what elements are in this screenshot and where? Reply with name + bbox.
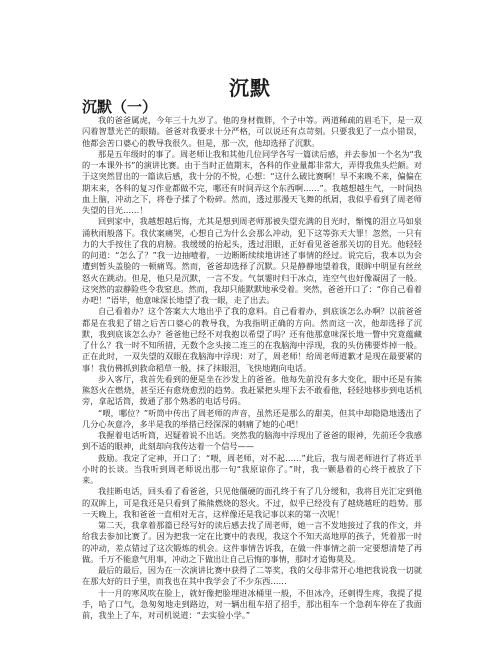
paragraph: 我挂断电话，回头看了看爸爸，只见他僵硬的面孔终于有了几分缓和，我将目光汇定到他的双眸上，可是我还是只看到了熊熊燃烧的怒火。不过，似乎已经没有了越烧越旺的趋势。那一天晚上，我和爸爸一直相对无言，这样像还是我记事以来的第一次呢！ <box>82 486 422 519</box>
paragraph: 那是五年级时的事了。周老师让我和其他几位同学各写一篇读后感，并去参加一个名为“我的一本课外书”的演讲比赛。由于当时正值期末，各科的作业量都非常大，弄得我焦头烂额。对于这突然冒出的一篇读后感，我十分的不悦，心想：“这什么破比赛啊！早不来晚不来，偏偏在期末来，各科的复习作业都做不完，哪还有时间弄这个东西啊……”。我越想越生气，一时间热血上脑，冲动之下，将卷子揉了个粉碎。然而，透过那漫天飞舞的纸屑，我似乎看到了周老师失望的目光……！ <box>82 148 422 215</box>
document-title: 沉默 <box>229 76 271 100</box>
paragraph: “喂，哪位？”听筒中传出了周老师的声音，虽然还是那么的甜美，但其中却隐隐地透出了几分心灰意冷，多半是我的举措已经深深的刺痛了她的心吧！ <box>82 407 422 429</box>
paragraph: 我的爸爸属虎，今年三十九岁了。他的身材微胖，个子中等。两道稀疏的眉毛下，是一双闪着智慧光芒的眼睛。爸爸对我要求十分严格，可以说还有点苛刻。只要我犯了一点小错误，他都会苦口婆心的教导我很久。但是，那一次，他却选择了沉默。 <box>82 115 422 148</box>
section-heading: 沉默（一） <box>82 98 158 116</box>
paragraph: 自己看着办？这个答案大大地出乎了我的意料。自己看着办，到底该怎么办啊？以前爸爸都是在我犯了错之后苦口婆心的教导我，为我指明正确的方向。然而这一次，他却选择了沉默，我到底该怎么办？爸爸他已经不对我抱以希望了吗？还有他那意味深长地一瞥中究竟蕴藏了什么？我一时不知所措，无数个念头接二连三的在我脑海中浮现，我的头仿佛要炸掉一般。正在此时，一双失望的双眼在我脑海中浮现：对了，周老师！给周老师道歉才是现在最要紧的事！我仿佛抓到救命稻草一般，抹了抹眼泪，飞快地跑向电话。 <box>82 306 422 373</box>
paragraph: 鼓励。我定了定神，开口了：“喂，周老师，对不起……”此后，我与周老师进行了将近半小时的长谈。当我听到周老师说出那一句“我原谅你了。”时，我一颗悬着的心终于被放了下来。 <box>82 452 422 485</box>
paragraph: 回到家中，我越想越后悔，尤其是想到周老师那被失望充满的目光时，惭愧的泪立马如泉涌秋雨般落下。我伏案痛哭，心想自己为什么会那么冲动，犯下这等弥天大罪！忽然，一只有力的大手按住了我的肩膀。我缓缓的抬起头，透过泪眼，正好看见爸爸那关切的目光。他轻轻的问道：“怎么了？”我一边抽噎着，一边断断续续地讲述了事情的经过。说完后，我本以为会遭到暂头盖脸的一顿痛骂。然而，爸爸却选择了沉默。只是静静地望着我，眼眸中明显有丝丝怒火在跳动。但是，他只是沉默，一言不发。气氛霎时归于冰点，连空气也好像凝固了一般。这突然的寂静险些令我窒息。然而，我却只能默默地承受着。突然，爸爸开口了：“你自己看着办吧！”语毕，他意味深长地望了我一眼，走了出去。 <box>82 216 422 305</box>
paragraph: 十一月的寒风吹在脸上，就好像把脸埋进冰桶里一般，不但冰冷，还刺得生疼，我提了提手，哈了口气，急匆匆地走到路边，对一辆出租车招了招手，那出租车一个急刹车停在了我面前，我坐上了车，对司机说道：“去实验小学。” <box>82 587 422 620</box>
paragraph: 我握着电话听筒，迟疑着说不出话。突然我的脑海中浮现出了爸爸的眼神，先前还令我感到不适的眼神，此刻却向我传达着一个信号—— <box>82 430 422 452</box>
paragraph: 步入客厅，我首先看到的便是坐在沙发上的爸爸。他每先前没有多大变化，眼中还是有熊熊怒火在燃烧，甚至还有愈烧愈烈的趋势。我赶紧把头埋下去不敢看他，轻轻地移步到电话机旁，拿起话筒，拨通了那个熟悉的电话号码。 <box>82 373 422 407</box>
document-body <box>82 115 422 621</box>
paragraph: 最后的最后，因为在一次演讲比赛中获得了二等奖，我的父母非常开心地把我说我一切就在那大好的日子里，而我也在其中我学会了不少东西…… <box>82 565 422 587</box>
paragraph: 第二天，我拿着那篇已经写好的读后感去找了周老师，她一言不发地接过了我的作文，并给我去参加比赛了。因为把我一定在比赛中的表现，我这个不知天高地厚的孩子，凭着那一时的冲动，差点错过了这次锻炼的机会。这件事情告诉我，在做一件事情之前一定要想清楚了再做。千万不能意气用事，冲动之下做出让自己后悔的事情，那时才追悔莫及。 <box>82 520 422 564</box>
